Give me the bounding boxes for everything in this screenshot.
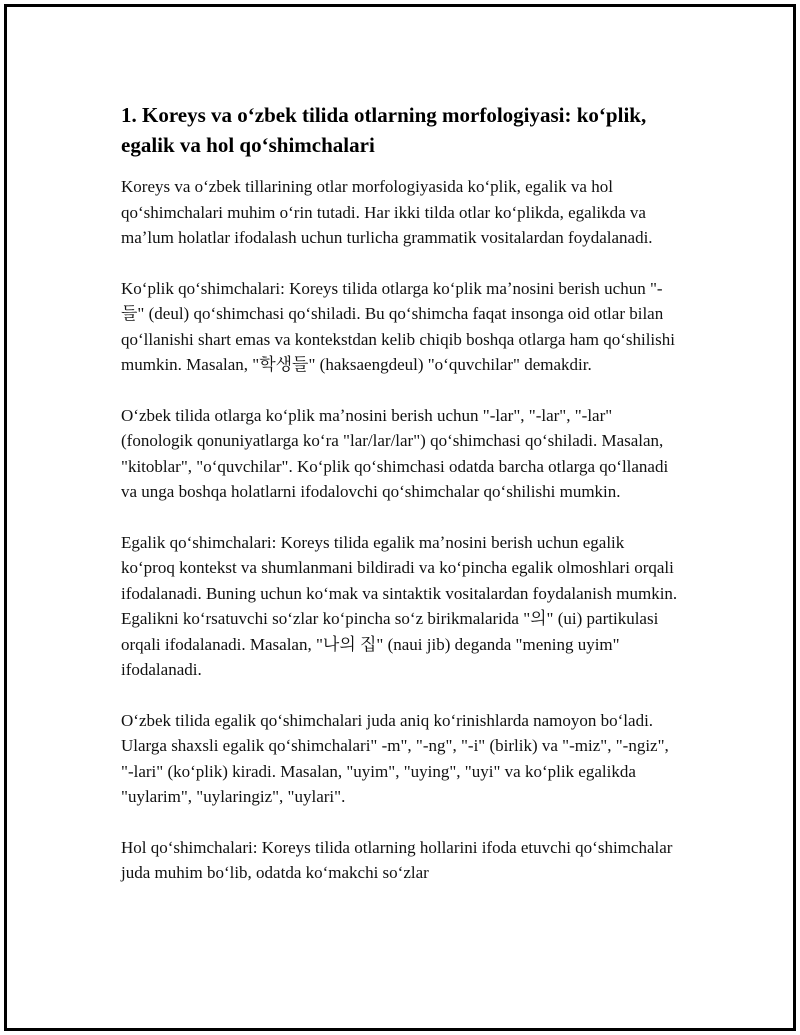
paragraph-intro: Koreys va oʻzbek tillarining otlar morfologiyasida koʻplik, egalik va hol qoʻshimchalari muhim oʻrin tutadi. Har ikki tilda otlar koʻplikda, egalikda va maʼlum holatlar ifodalash uchun turlicha grammatik vositalardan foydalanadi. xyxy=(121,177,653,247)
document-body xyxy=(121,100,681,911)
document-title: 1. Koreys va oʻzbek tilida otlarning morfologiyasi: koʻplik, egalik va hol qoʻshimchalari xyxy=(121,103,647,157)
page-frame xyxy=(4,4,796,1031)
paragraph-korean-possessive: Egalik qoʻshimchalari: Koreys tilida egalik maʼnosini berish uchun egalik koʻproq kontekst va shumlanmani bildiradi va koʻpincha egalik olmoshlari orqali ifodalanadi. Buning uchun koʻmak va sintaktik vositalardan foydalanish mumkin. Egalikni koʻrsatuvchi soʻzlar koʻpincha soʻz birikmalarida "의" (ui) partikulasi orqali ifodalanadi. Masalan, "나의 집" (naui jib) deganda "mening uyim" ifodalanadi. xyxy=(121,532,678,679)
paragraph-korean-plural: Koʻplik qoʻshimchalari: Koreys tilida otlarga koʻplik maʼnosini berish uchun "-들" (deul) qoʻshimchasi qoʻshiladi. Bu qoʻshimcha faqat insonga oid otlar bilan qoʻllanishi shart emas va kontekstdan kelib chiqib boshqa otlarga ham qoʻshilishi mumkin. Masalan, "학생들" (haksaengdeul) "oʻquvchilar" demakdir. xyxy=(121,278,675,374)
paragraph-case-suffixes: Hol qoʻshimchalari: Koreys tilida otlarning hollarini ifoda etuvchi qoʻshimchalar juda muhim boʻlib, odatda koʻmakchi soʻzlar xyxy=(121,837,673,882)
paragraph-uzbek-possessive: Oʻzbek tilida egalik qoʻshimchalari juda aniq koʻrinishlarda namoyon boʻladi. Ularga shaxsli egalik qoʻshimchalari" -m", "-ng", "-i" (birlik) va "-miz", "-ngiz", "-lari" (koʻplik) kiradi. Masalan, "uyim", "uying", "uyi" va koʻplik egalikda "uylarim", "uylaringiz", "uylari". xyxy=(121,710,669,806)
paragraph-uzbek-plural: Oʻzbek tilida otlarga koʻplik maʼnosini berish uchun "-lar", "-lar", "-lar" (fonologik qonuniyatlarga koʻra "lar/lar/lar") qoʻshimchasi qoʻshiladi. Masalan, "kitoblar", "oʻquvchilar". Koʻplik qoʻshimchasi odatda barcha otlarga qoʻllanadi va unga boshqa holatlarni ifodalovchi qoʻshimchalar qoʻshilishi mumkin. xyxy=(121,405,669,501)
